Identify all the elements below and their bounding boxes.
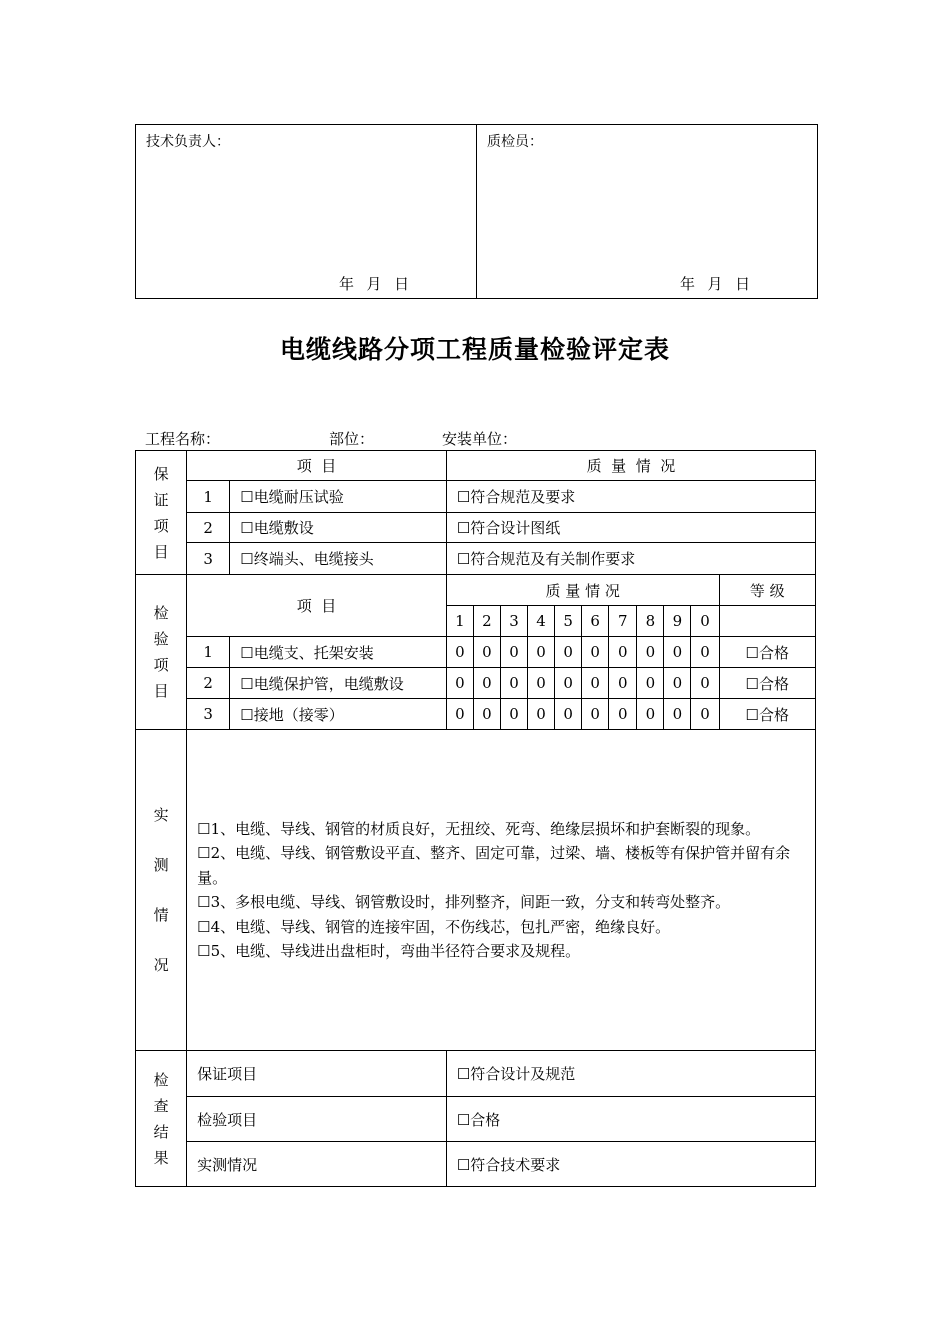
result-value-1[interactable]: ☐符合设计及规范 (446, 1051, 815, 1097)
value-cell[interactable]: 0 (664, 637, 691, 668)
table-row (136, 1051, 816, 1097)
guarantee-item-1[interactable]: ☐电缆耐压试验 (230, 481, 447, 513)
inspector-cell (477, 125, 817, 298)
value-cell[interactable]: 0 (473, 637, 500, 668)
measured-note-1[interactable]: ☐1、电缆、导线、钢管的材质良好，无扭绞、死弯、绝缘层损坏和护套断裂的现象。 (197, 819, 761, 838)
inspector-label: 质检员： (487, 134, 543, 150)
row-number: 2 (187, 513, 230, 543)
inspection-item-2[interactable]: ☐电缆保护管，电缆敷设 (230, 668, 447, 699)
grade-cell-1[interactable]: ☐合格 (719, 637, 815, 668)
value-cell[interactable]: 0 (691, 699, 719, 730)
table-row (136, 668, 816, 699)
guarantee-item-3[interactable]: ☐终端头、电缆接头 (230, 543, 447, 575)
value-cell[interactable]: 0 (691, 668, 719, 699)
guarantee-quality-2[interactable]: ☐符合设计图纸 (446, 513, 815, 543)
guarantee-quality-1[interactable]: ☐符合规范及要求 (446, 481, 815, 513)
guarantee-item-2[interactable]: ☐电缆敷设 (230, 513, 447, 543)
value-cell[interactable]: 0 (664, 668, 691, 699)
value-cell[interactable]: 0 (528, 699, 555, 730)
inspector-date: 年 月 日 (680, 275, 752, 293)
guarantee-quality-header: 质 量 情 况 (446, 451, 815, 481)
value-cell[interactable]: 0 (637, 668, 664, 699)
measured-label: 实 测 情 况 (136, 730, 187, 1051)
measured-note-3[interactable]: ☐3、多根电缆、导线、钢管敷设时，排列整齐，间距一致，分支和转弯处整齐。 (197, 893, 731, 911)
measured-note-5[interactable]: ☐5、电缆、导线进出盘柜时，弯曲半径符合要求及规程。 (197, 942, 581, 960)
result-name-3: 实测情况 (187, 1142, 447, 1187)
value-cell[interactable]: 0 (500, 668, 527, 699)
inspection-grade-header: 等 级 (719, 575, 815, 606)
grade-cell-2[interactable]: ☐合格 (719, 668, 815, 699)
guarantee-label: 保证项目 (136, 451, 187, 575)
quality-col-10: 0 (691, 606, 719, 637)
measured-note-4[interactable]: ☐4、电缆、导线、钢管的连接牢固，不伤线芯，包扎严密，绝缘良好。 (197, 917, 671, 936)
result-label: 检查结果 (136, 1051, 187, 1187)
result-name-1: 保证项目 (187, 1051, 447, 1097)
value-cell[interactable]: 0 (446, 699, 473, 730)
value-cell[interactable]: 0 (609, 668, 637, 699)
inspection-item-3[interactable]: ☐接地（接零） (230, 699, 447, 730)
table-row (136, 699, 816, 730)
grade-cell-3[interactable]: ☐合格 (719, 699, 815, 730)
result-value-2[interactable]: ☐合格 (446, 1097, 815, 1142)
tech-lead-cell (136, 125, 477, 298)
value-cell[interactable]: 0 (691, 637, 719, 668)
result-name-2: 检验项目 (187, 1097, 447, 1142)
quality-col-5: 5 (555, 606, 582, 637)
evaluation-table (135, 450, 816, 1187)
quality-col-8: 8 (637, 606, 664, 637)
value-cell[interactable]: 0 (446, 637, 473, 668)
location-label: 部位： (329, 430, 375, 448)
quality-col-6: 6 (582, 606, 609, 637)
quality-col-7: 7 (609, 606, 637, 637)
value-cell[interactable]: 0 (582, 637, 609, 668)
project-name-label: 工程名称： (145, 430, 221, 448)
value-cell[interactable]: 0 (609, 699, 637, 730)
signature-box (135, 124, 818, 299)
row-number: 3 (187, 543, 230, 575)
tech-lead-label: 技术负责人： (146, 134, 230, 150)
guarantee-item-header: 项 目 (187, 451, 447, 481)
inspection-item-header: 项 目 (187, 575, 447, 637)
quality-col-9: 9 (664, 606, 691, 637)
value-cell[interactable]: 0 (500, 699, 527, 730)
value-cell[interactable]: 0 (555, 668, 582, 699)
table-row (136, 637, 816, 668)
measured-note-2[interactable]: ☐2、电缆、导线、钢管敷设平直、整齐、固定可靠，过梁、墙、楼板等有保护管并留有余量。 (197, 844, 791, 887)
quality-col-1: 1 (446, 606, 473, 637)
value-cell[interactable]: 0 (609, 637, 637, 668)
value-cell[interactable]: 0 (637, 637, 664, 668)
quality-col-3: 3 (500, 606, 527, 637)
table-row (136, 481, 816, 513)
row-number: 2 (187, 668, 230, 699)
table-row (136, 1142, 816, 1187)
table-row (136, 513, 816, 543)
quality-col-4: 4 (528, 606, 555, 637)
value-cell[interactable]: 0 (582, 668, 609, 699)
value-cell[interactable]: 0 (446, 668, 473, 699)
value-cell[interactable]: 0 (473, 699, 500, 730)
page-title: 电缆线路分项工程质量检验评定表 (279, 335, 670, 364)
table-row (136, 543, 816, 575)
value-cell[interactable]: 0 (555, 699, 582, 730)
value-cell[interactable]: 0 (637, 699, 664, 730)
quality-col-2: 2 (473, 606, 500, 637)
value-cell[interactable]: 0 (500, 637, 527, 668)
grade-blank (719, 606, 815, 637)
inspection-label: 检验项目 (136, 575, 187, 730)
table-row (136, 1097, 816, 1142)
guarantee-quality-3[interactable]: ☐符合规范及有关制作要求 (446, 543, 815, 575)
inspection-item-1[interactable]: ☐电缆支、托架安装 (230, 637, 447, 668)
inspection-quality-header: 质 量 情 况 (446, 575, 719, 606)
value-cell[interactable]: 0 (528, 668, 555, 699)
tech-lead-date: 年 月 日 (339, 275, 411, 293)
value-cell[interactable]: 0 (664, 699, 691, 730)
measured-notes (187, 730, 816, 1051)
row-number: 1 (187, 481, 230, 513)
value-cell[interactable]: 0 (528, 637, 555, 668)
row-number: 1 (187, 637, 230, 668)
installer-label: 安装单位： (442, 430, 518, 448)
result-value-3[interactable]: ☐符合技术要求 (446, 1142, 815, 1187)
value-cell[interactable]: 0 (555, 637, 582, 668)
value-cell[interactable]: 0 (473, 668, 500, 699)
value-cell[interactable]: 0 (582, 699, 609, 730)
row-number: 3 (187, 699, 230, 730)
